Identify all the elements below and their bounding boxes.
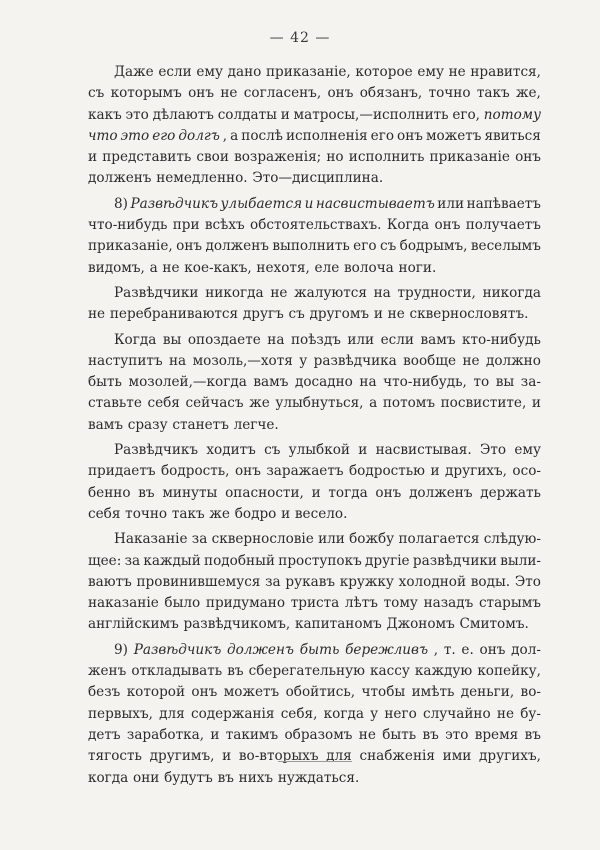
page-number: — 42 —	[269, 30, 331, 46]
text-line: Развѣдчикъ ходитъ съ улыбкой и насвистывая. Это ему	[114, 442, 541, 459]
text-line: и представить свои возраженія; но исполнить приказаніе онъ	[88, 149, 541, 166]
text-line: видомъ, а не кое-какъ, нехотя, еле волоча ноги.	[88, 259, 437, 276]
text-line: съ которымъ онъ не согласенъ, онъ обязанъ, точно такъ же,	[88, 85, 541, 102]
text-line: Развѣдчики никогда не жалуются на трудности, никогда	[114, 284, 541, 301]
text-line: Даже если ему дано приказаніе, которое ему не нравится,	[114, 64, 541, 80]
text-line: женъ откладывать въ сберегательную кассу каждую копейку,	[88, 663, 541, 680]
text-line: приказаніе, онъ долженъ выполнить его съ бодрымъ, веселымъ	[88, 238, 541, 255]
text-line: Когда вы опоздаете на поѣздъ или если вамъ кто-нибудь	[114, 331, 541, 348]
text-line: Наказаніе за сквернословіе или божбу полагается слѣдую-	[114, 531, 541, 548]
text-line: что-нибудь при всѣхъ обстоятельствахъ. Когда онъ получаетъ	[88, 217, 541, 234]
paragraph	[88, 440, 541, 525]
text-line: щее: за каждый подобный проступокъ другіе развѣдчики выли-	[88, 552, 541, 569]
text-line: наступитъ на мозоль,—хотя у развѣдчика вообще не должно	[88, 352, 541, 369]
text-line: какъ это дѣлаютъ солдаты и матросы,—исполнить его, потому	[88, 106, 541, 123]
paragraph	[88, 330, 541, 436]
text-line: долженъ немедленно. Это—дисциплина.	[88, 170, 384, 187]
text-line: быть мозолей,—когда вамъ досадно на что-нибудь, то вы за-	[88, 374, 541, 391]
text-line: когда они будутъ въ нихъ нуждаться.	[88, 769, 360, 786]
text-line: детъ заработка, и такимъ образомъ не быть въ это время въ	[88, 726, 541, 743]
paragraph	[88, 640, 541, 789]
text-line: 9) Развѣдчикъ долженъ быть бережливъ , т. е. онъ дол-	[114, 641, 541, 658]
text-line: вамъ сразу станетъ легче.	[88, 416, 279, 433]
text-line: безъ которой онъ можетъ обойтись, чтобы имѣть деньги, во-	[88, 684, 541, 701]
paragraph	[88, 529, 541, 635]
text-line: тягость другимъ, и во-вторыхъ для снабженія ими другихъ,	[88, 748, 541, 765]
text-line: 8) Развѣдчикъ улыбается и насвистываетъ или напѣваетъ	[114, 195, 541, 212]
text-line: англійскимъ развѣдчикомъ, капитаномъ Джономъ Смитомъ.	[88, 616, 529, 633]
text-line: придаетъ бодрость, онъ заражаетъ бодростью и другихъ, осо-	[88, 463, 541, 480]
text-line: наказаніе было придумано триста лѣтъ тому назадъ старымъ	[88, 595, 541, 612]
paragraph	[88, 283, 541, 326]
paragraph	[88, 62, 541, 190]
paragraph	[88, 194, 541, 279]
text-line: что это его долгъ , а послѣ исполненія его онъ можетъ явиться	[88, 127, 541, 144]
text-line: себя точно такъ же бодро и весело.	[88, 505, 348, 522]
text-line: ваютъ провинившемуся за рукавъ кружку холодной воды. Это	[88, 573, 541, 590]
closing-rule	[278, 761, 352, 762]
text-line: ставьте себя сейчасъ же улыбнуться, а потомъ посвистите, и	[88, 395, 541, 412]
text-line: не перебраниваются другъ съ другомъ и не сквернословятъ.	[88, 306, 529, 323]
text-line: бенно въ минуты опасности, и тогда онъ долженъ держать	[88, 484, 541, 501]
text-line: первыхъ, для содержанія себя, когда у него случайно не бу-	[88, 705, 541, 722]
body-text	[88, 62, 541, 789]
